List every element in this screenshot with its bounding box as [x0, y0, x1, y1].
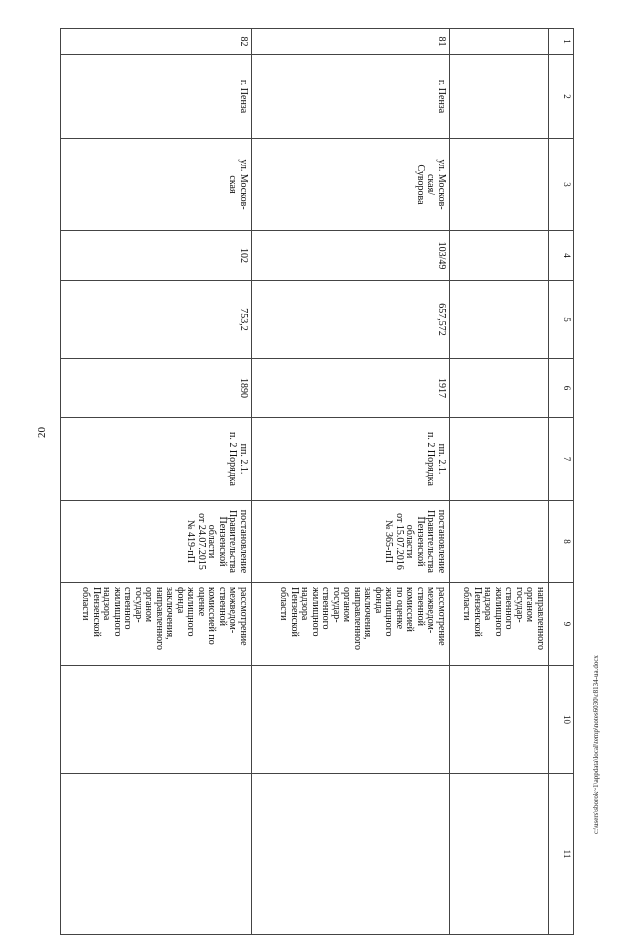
cell-area: 753,2	[61, 281, 252, 359]
column-header-11: 11	[549, 774, 574, 935]
cell-year: 1890	[61, 359, 252, 418]
cell-resolution: постановление Правительства Пензенской области от 24.07.2015 № 419-пП	[61, 501, 252, 583]
cell-city	[450, 55, 549, 139]
cell-basis: направленного органом государ- ственного жилищного надзора Пензенской области	[450, 583, 549, 666]
cell-col11	[252, 774, 450, 935]
column-header-5: 5	[549, 281, 574, 359]
cell-street: ул. Москов- ская/ Суворова	[252, 139, 450, 231]
column-header-7: 7	[549, 418, 574, 501]
cell-basis: рассмотрение межведом- ственной комиссией по оценке жилищного фонда заключения, направленного органом государ- ственного жилищного надзора Пензенской области	[252, 583, 450, 666]
cell-house: 102	[61, 231, 252, 281]
cell-col11	[61, 774, 252, 935]
cell-clause: пп. 2.1. п. 2 Порядка	[61, 418, 252, 501]
cell-street	[450, 139, 549, 231]
column-header-9: 9	[549, 583, 574, 666]
cell-col10	[450, 666, 549, 774]
cell-city: г. Пенза	[61, 55, 252, 139]
cell-clause: пп. 2.1. п. 2 Порядка	[252, 418, 450, 501]
cell-year	[450, 359, 549, 418]
cell-area: 657,572	[252, 281, 450, 359]
column-header-4: 4	[549, 231, 574, 281]
table-row	[61, 29, 252, 935]
column-header-8: 8	[549, 501, 574, 583]
cell-city: г. Пенза	[252, 55, 450, 139]
cell-col11	[450, 774, 549, 935]
table-row	[252, 29, 450, 935]
data-table	[60, 28, 574, 935]
cell-resolution	[450, 501, 549, 583]
cell-clause	[450, 418, 549, 501]
table-row	[450, 29, 549, 935]
column-header-2: 2	[549, 55, 574, 139]
header-row	[549, 29, 574, 935]
footer-file-path: c:\users\sborok~1\appdata\local\temp\notes6030\c8134-ua.docx	[592, 655, 600, 834]
cell-resolution: постановление Правительства Пензенской области от 15.07.2016 № 365-пП	[252, 501, 450, 583]
cell-house: 103/49	[252, 231, 450, 281]
cell-number	[450, 29, 549, 55]
cell-col10	[61, 666, 252, 774]
cell-number: 82	[61, 29, 252, 55]
cell-basis: рассмотрение межведом- ственной комиссией по оценке жилищного фонда заключения, направленного органом государ- ственного жилищного надзора Пензенской области	[61, 583, 252, 666]
column-header-1: 1	[549, 29, 574, 55]
cell-year: 1917	[252, 359, 450, 418]
cell-number: 81	[252, 29, 450, 55]
column-header-10: 10	[549, 666, 574, 774]
column-header-6: 6	[549, 359, 574, 418]
page-number: 20	[36, 427, 48, 438]
table-container	[64, 28, 574, 859]
cell-col10	[252, 666, 450, 774]
column-header-3: 3	[549, 139, 574, 231]
cell-street: ул. Москов- ская	[61, 139, 252, 231]
cell-house	[450, 231, 549, 281]
cell-area	[450, 281, 549, 359]
